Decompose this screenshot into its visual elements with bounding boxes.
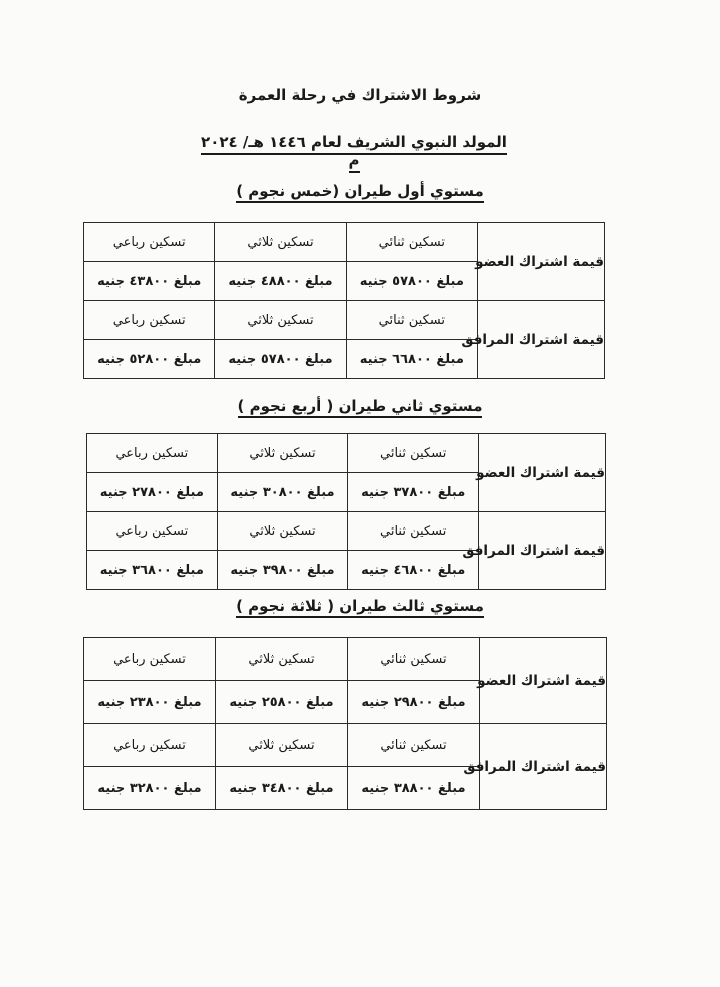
section-heading-third-level: مستوي ثالث طيران ( ثلاثة نجوم ) (0, 597, 720, 615)
price-triple: مبلغ ٣٤٨٠٠ جنيه (216, 767, 348, 810)
room-type-quad: تسكين رباعي (84, 638, 216, 681)
price-table-second-level (86, 433, 606, 590)
room-type-double: تسكين ثنائي (348, 638, 480, 681)
room-type-triple: تسكين ثلاثي (217, 434, 348, 473)
room-type-triple: تسكين ثلاثي (216, 724, 348, 767)
section-heading-first-level: مستوي أول طيران (خمس نجوم ) (0, 182, 720, 200)
room-type-quad: تسكين رباعي (84, 724, 216, 767)
price-table-first-level (83, 222, 605, 379)
room-type-quad: تسكين رباعي (87, 434, 218, 473)
row-label-companion: قيمة اشتراك المرافق (478, 301, 605, 379)
room-type-double: تسكين ثنائي (348, 434, 479, 473)
room-type-quad: تسكين رباعي (84, 301, 215, 340)
price-double: مبلغ ٤٦٨٠٠ جنيه (348, 551, 479, 590)
row-label-member: قيمة اشتراك العضو (478, 223, 605, 301)
price-double: مبلغ ٥٧٨٠٠ جنيه (346, 262, 477, 301)
price-quad: مبلغ ٥٢٨٠٠ جنيه (84, 340, 215, 379)
room-type-double: تسكين ثنائي (348, 512, 479, 551)
table-row (84, 301, 605, 340)
table-row (87, 512, 606, 551)
price-double: مبلغ ٣٨٨٠٠ جنيه (348, 767, 480, 810)
room-type-triple: تسكين ثلاثي (215, 223, 346, 262)
room-type-triple: تسكين ثلاثي (217, 512, 348, 551)
page-title: شروط الاشتراك في رحلة العمرة (238, 86, 482, 104)
price-triple: مبلغ ٥٧٨٠٠ جنيه (215, 340, 346, 379)
price-quad: مبلغ ٢٧٨٠٠ جنيه (87, 473, 218, 512)
row-label-companion: قيمة اشتراك المرافق (480, 724, 607, 810)
room-type-quad: تسكين رباعي (87, 512, 218, 551)
room-type-double: تسكين ثنائي (346, 223, 477, 262)
row-label-member: قيمة اشتراك العضو (480, 638, 607, 724)
price-quad: مبلغ ٢٣٨٠٠ جنيه (84, 681, 216, 724)
price-triple: مبلغ ٤٨٨٠٠ جنيه (215, 262, 346, 301)
table-row (84, 724, 607, 767)
row-label-member: قيمة اشتراك العضو (479, 434, 606, 512)
price-quad: مبلغ ٤٣٨٠٠ جنيه (84, 262, 215, 301)
room-type-quad: تسكين رباعي (84, 223, 215, 262)
price-triple: مبلغ ٣٩٨٠٠ جنيه (217, 551, 348, 590)
section-heading-second-level: مستوي ثاني طيران ( أربع نجوم ) (0, 397, 720, 415)
price-quad: مبلغ ٣٦٨٠٠ جنيه (87, 551, 218, 590)
price-double: مبلغ ٢٩٨٠٠ جنيه (348, 681, 480, 724)
page-subtitle: المولد النبوي الشريف لعام ١٤٤٦ هـ/ ٢٠٢٤ م (200, 133, 508, 169)
price-triple: مبلغ ٣٠٨٠٠ جنيه (217, 473, 348, 512)
table-row (84, 638, 607, 681)
table-row (87, 434, 606, 473)
room-type-triple: تسكين ثلاثي (216, 638, 348, 681)
room-type-triple: تسكين ثلاثي (215, 301, 346, 340)
price-double: مبلغ ٦٦٨٠٠ جنيه (346, 340, 477, 379)
price-triple: مبلغ ٢٥٨٠٠ جنيه (216, 681, 348, 724)
price-quad: مبلغ ٣٢٨٠٠ جنيه (84, 767, 216, 810)
room-type-double: تسكين ثنائي (346, 301, 477, 340)
price-table-third-level (83, 637, 607, 810)
price-double: مبلغ ٣٧٨٠٠ جنيه (348, 473, 479, 512)
table-row (84, 223, 605, 262)
row-label-companion: قيمة اشتراك المرافق (479, 512, 606, 590)
room-type-double: تسكين ثنائي (348, 724, 480, 767)
